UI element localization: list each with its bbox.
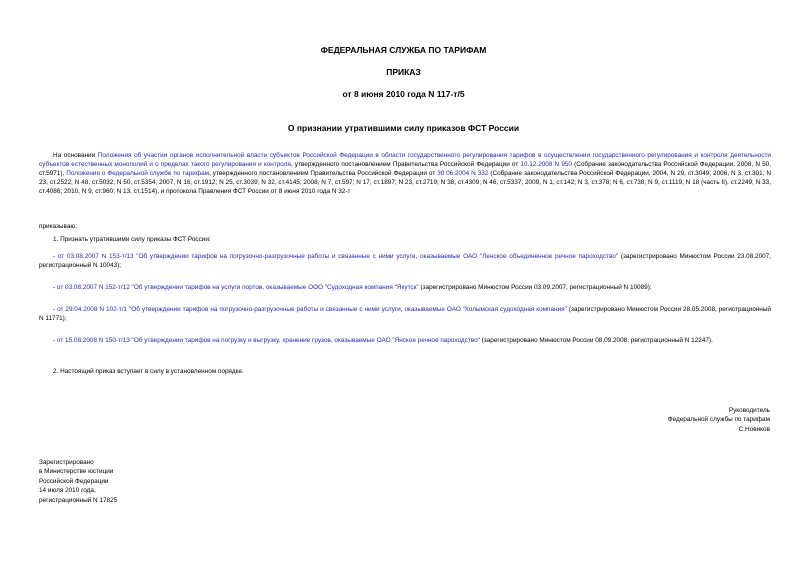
registration-number: регистрационный N 17825 [39, 496, 118, 504]
registration-line: Российской Федерации [39, 477, 109, 485]
registration-line: Зарегистрировано [39, 459, 94, 466]
link-regulation-participation[interactable]: Положения об участии органов исполнительной власти субъектов Российской Федерации в области государственного регулирования тарифов в осуществлении государственного регулирования и контроля деятельности субъектов естественных монополий и о пределах такого регулирования и контроля [39, 152, 771, 169]
link-order-150[interactable]: от 15.08.2008 N 150-т/13 "Об утверждении тарифов на погрузку и выгрузку, хранение грузов, оказываемые ОАО "Янское речное пароходство" [56, 337, 480, 344]
registration-line: в Министерстве юстиции [39, 468, 114, 476]
signature-name: С.Новиков [738, 425, 770, 433]
order-registration: (зарегистрировано Минюстом России 23.08.2007, регистрационный N 10043); [39, 253, 772, 270]
link-order-153[interactable]: от 03.08.2007 N 153-т/13 "Об утверждении тарифов на погрузочно-разгрузочные работы и связанные с ними услуги, оказываемые ОАО "Ленское объединенное речное пароходство" [57, 253, 619, 260]
order-dash: - [53, 306, 58, 313]
item-1: 1. Признать утратившими силу приказы ФСТ России: [53, 236, 211, 243]
order-registration: (зарегистрировано Минюстом России 03.09.2007, регистрационный N 10089); [418, 284, 652, 291]
order-dash: - [53, 253, 58, 260]
preamble-mid3: , утвержденного постановлением Правительства Российской Федерации от [209, 170, 438, 178]
preamble-tail: (Собрание законодательства Российской Федерации, 2004, N 29, ст.3049; 2006, N 3, ст.301; N 23, ст.2522; N 48, ст.5032; N 50, ст.5354; 2007, N 16, ст.1912; N 25, ст.3039; N 32, ст.4145; 2008, N 7, ст.597; N 17, ст.1897; N 23, ст.2719; N 38, ст.4309; N 46, ст.5337; 2009, N 1, ст.142; N 3, ст.378; N 6, ст.738; N 9, ст.1119; N 18 (часть II), ст.2249; N 33, ст.4086; 2010, N 9, ст.960; N 13, ст.1514), и протокола Правления ФСТ России от 8 июня 2010 года N 32-т [39, 170, 772, 196]
order-dash: - [53, 337, 57, 344]
order-word: приказываю: [39, 223, 77, 230]
date-number-heading: от 8 июня 2010 года N 117-т/5 [342, 89, 465, 99]
link-decree-332[interactable]: 30.06.2004 N 332 [437, 170, 489, 178]
preamble-mid1: , утвержденного постановлением Правительства Российской Федерации от [290, 161, 521, 169]
signature-block [668, 406, 770, 434]
link-order-102[interactable]: от 29.04.2008 N 102-т/1 "Об утверждении тарифов на погрузочно-разгрузочные работы и связанные с ними услуги, оказываемые ОАО "Колымская судоходная компания" [57, 306, 567, 313]
preamble-mid2: (Собрание законодательства Российской Федерации, 2008, N 50, ст.5971), [39, 161, 771, 178]
preamble-paragraph [39, 151, 771, 196]
registration-date: 14 июля 2010 года, [39, 487, 96, 495]
document-title: О признании утратившими силу приказов ФСТ России [287, 123, 520, 133]
signature-position: Руководитель [728, 407, 770, 414]
link-order-152[interactable]: от 03.08.2007 N 152-т/12 "Об утверждении тарифов на услуги портов, оказываемые ООО "Судоходная компания "Якутск" [56, 284, 419, 291]
order-item [39, 305, 771, 323]
registration-block [39, 458, 117, 505]
order-registration: (зарегистрировано Минюстом России 28.05.2008, регистрационный N 11771); [39, 306, 771, 323]
link-decree-950[interactable]: 10.12.2008 N 950 [520, 161, 572, 169]
doc-type-heading: ПРИКАЗ [386, 67, 421, 77]
order-dash: - [53, 284, 57, 291]
order-item [39, 252, 771, 270]
agency-heading: ФЕДЕРАЛЬНАЯ СЛУЖБА ПО ТАРИФАМ [320, 45, 487, 55]
link-regulation-fst[interactable]: Положения о Федеральной службе по тарифам [66, 170, 210, 178]
signature-agency: Федеральной службы по тарифам [667, 416, 770, 424]
item-2: 2. Настоящий приказ вступает в силу в установленном порядке. [53, 368, 244, 375]
order-item [39, 336, 771, 345]
order-item [39, 283, 771, 292]
preamble-lead: На основании [53, 152, 98, 159]
order-registration: (зарегистрировано Минюстом России 08.09.2008, регистрационный N 12247). [479, 337, 713, 344]
